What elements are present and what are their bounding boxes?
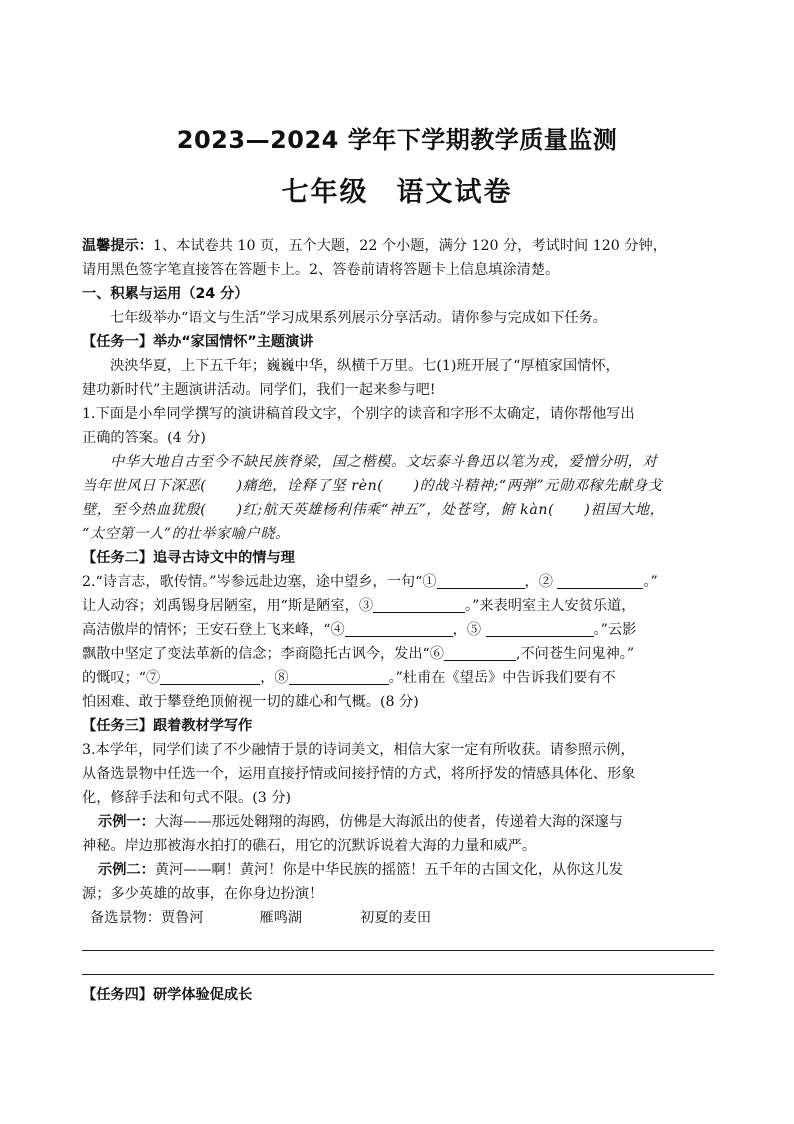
task1-paragraph-line: 建功新时代”主题演讲活动。同学们，我们一起来参与吧! bbox=[82, 382, 436, 398]
question-3-line: 化，修辞手法和句式不限。(3 分) bbox=[82, 790, 292, 806]
answer-blank-5[interactable] bbox=[486, 620, 594, 637]
example-1: 示例一：大海——那远处翱翔的海鸥，仿佛是大海派出的使者，传递着大海的深邃与 bbox=[98, 814, 623, 830]
example-2: 示例二：黄河——啊！黄河！你是中华民族的摇篮！五千年的古国文化，从你这儿发 bbox=[98, 862, 623, 878]
task3-heading: 【任务三】跟着教材学写作 bbox=[82, 718, 253, 734]
options-label: 备选景物： bbox=[90, 910, 161, 926]
notice-line-1: 温馨提示：1、本试卷共 10 页，五个大题，22 个小题，满分 120 分，考试时间 120 分钟， bbox=[82, 238, 667, 254]
answer-blank-2[interactable] bbox=[557, 572, 643, 589]
question-2-line: 飘散中坚定了变法革新的信念；李商隐托古讽今，发出“⑥ ,不问苍生问鬼神。” bbox=[82, 646, 635, 662]
task2-heading: 【任务二】追寻古诗文中的情与理 bbox=[82, 550, 295, 566]
task1-paragraph-line: 泱泱华夏，上下五千年；巍巍中华，纵横千万里。七(1)班开展了“厚植家国情怀， bbox=[110, 358, 620, 374]
answer-blank-3[interactable] bbox=[373, 596, 465, 613]
passage-line: 壁，至今热血犹殷( )红;航天英雄杨利伟乘“神五”，处苍穹，俯 kàn( )祖国大地， bbox=[82, 502, 665, 518]
exam-body bbox=[82, 234, 714, 930]
answer-blank-7[interactable] bbox=[160, 668, 260, 685]
answer-blank-4[interactable] bbox=[345, 620, 453, 637]
answer-line[interactable] bbox=[82, 974, 714, 975]
example-1-continued: 神秘。岸边那被海水拍打的礁石，用它的沉默诉说着大海的力量和威严。 bbox=[82, 838, 537, 854]
options-line bbox=[82, 906, 714, 930]
subject-label: 语文试卷 bbox=[396, 177, 513, 208]
exam-subtitle bbox=[0, 170, 794, 209]
example-label: 示例二： bbox=[98, 862, 155, 878]
option-item: 初夏的麦田 bbox=[360, 910, 432, 926]
passage-line: 当年世风日下深恶( )痛绝，诠释了坚 rèn( )的战斗精神;“两弹”元勋邓稼先献身戈 bbox=[82, 478, 663, 494]
example-label: 示例一： bbox=[98, 814, 155, 830]
option-item: 雁鸣湖 bbox=[259, 910, 303, 926]
answer-blank-1[interactable] bbox=[437, 572, 525, 589]
notice-line-2: 请用黑色签字笔直接答在答题卡上。2、答卷前请将答题卡上信息填涂清楚。 bbox=[82, 262, 560, 278]
question-2-line: 高洁傲岸的情怀；王安石登上飞来峰，“④ ，⑤ 。”云影 bbox=[82, 622, 637, 638]
question-2-line: 2.“诗言志，歌传情。”岑参远赴边塞，途中望乡，一句“① ，② 。” bbox=[82, 574, 658, 590]
section-intro: 七年级举办“语文与生活”学习成果系列展示分享活动。请你参与完成如下任务。 bbox=[110, 310, 607, 326]
exam-title: 2023—2024 学年下学期教学质量监测 bbox=[176, 126, 618, 154]
answer-blank-8[interactable] bbox=[289, 668, 389, 685]
question-3-line: 从备选景物中任选一个，运用直接抒情或间接抒情的方式，将所抒发的情感具体化、形象 bbox=[82, 766, 636, 782]
option-item: 贾鲁河 bbox=[160, 910, 204, 926]
passage-line: “太空第一人”的壮举家喻户晓。 bbox=[82, 526, 290, 542]
question-1-line: 1.下面是小牟同学撰写的演讲稿首段文字，个别字的读音和字形不太确定，请你帮他写出 bbox=[82, 406, 635, 422]
notice-label: 温馨提示： bbox=[82, 238, 153, 254]
question-3-line: 3.本学年，同学们读了不少融情于景的诗词美文，相信大家一定有所收获。请参照示例， bbox=[82, 742, 635, 758]
example-2-continued: 源；多少英雄的故事，在你身边扮演！ bbox=[82, 886, 324, 902]
question-2-line: 的慨叹；“⑦ ，⑧ 。”杜甫在《望岳》中告诉我们要有不 bbox=[82, 670, 616, 686]
task4-heading: 【任务四】研学体验促成长 bbox=[82, 987, 253, 1003]
answer-blank-6[interactable] bbox=[444, 644, 516, 661]
question-2-line: 怕困难、敢于攀登绝顶俯视一切的雄心和气概。(8 分) bbox=[82, 694, 419, 710]
passage-line: 中华大地自古至今不缺民族脊梁，国之楷模。文坛泰斗鲁迅以笔为戎，爱憎分明，对 bbox=[110, 454, 658, 470]
question-2-line: 让人动容；刘禹锡身居陋室，用“斯是陋室，③ 。”来表明室主人安贫乐道， bbox=[82, 598, 636, 614]
task1-heading: 【任务一】举办“家国情怀”主题演讲 bbox=[82, 334, 314, 350]
section-heading: 一、积累与运用（24 分） bbox=[82, 286, 249, 302]
grade-label: 七年级 bbox=[281, 177, 369, 208]
answer-line[interactable] bbox=[82, 950, 714, 951]
question-1-line: 正确的答案。(4 分) bbox=[82, 430, 206, 446]
